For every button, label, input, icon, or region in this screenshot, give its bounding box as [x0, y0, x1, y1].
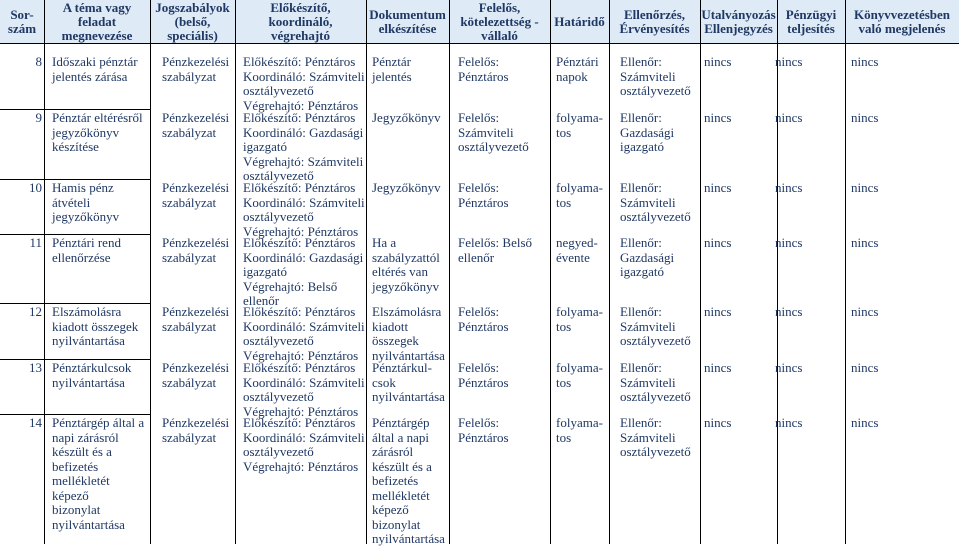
- column-divider: [44, 0, 45, 544]
- header-hatarido: Határidő: [554, 13, 605, 29]
- cell-jog: Pénzkezelési szabályzat: [162, 415, 230, 445]
- table-header: [0, 0, 959, 44]
- cell-fel: Felelős: Pénztáros: [458, 180, 509, 210]
- cell-ell: Ellenőr: Számviteli osztályvezető: [620, 180, 691, 224]
- cell-tema: Időszaki pénztár jelentés zárása: [52, 54, 138, 84]
- cell-jog: Pénzkezelési szabályzat: [162, 360, 230, 390]
- cell-fel: Felelős: Pénztáros: [458, 54, 509, 84]
- cell-tema: Pénztári rend ellenőrzése: [52, 235, 121, 265]
- cell-tema: Elszámolásra kiadott összegek nyilvántartása: [52, 304, 139, 348]
- cell-ell: Ellenőr: Számviteli osztályvezető: [620, 54, 691, 98]
- cell-penz: nincs: [775, 235, 803, 250]
- cell-dok: Elszámolásra kiadott összegek nyilvántartása: [372, 304, 445, 363]
- cell-penz: nincs: [775, 415, 803, 430]
- cell-penz: nincs: [775, 54, 803, 69]
- cell-elo: Előkészítő: Pénztáros Koordináló: Számviteli osztályvezető Végrehajtó: Pénztáros: [243, 180, 365, 239]
- cell-utal: nincs: [704, 304, 732, 319]
- header-sorszam: Sor- szám: [7, 6, 37, 36]
- cell-ell: Ellenőr: Gazdasági igazgató: [620, 235, 675, 279]
- header-utalvanyozas: Utalványozás Ellenjegyzés: [701, 6, 776, 36]
- cell-elo: Előkészítő: Pénztáros Koordináló: Számviteli osztályvezető Végrehajtó: Pénztáros: [243, 304, 365, 363]
- cell-dok: Pénztárgép által a napi zárásról készült és a befizetés mellékletét képező bizonylat nyilvántartása: [372, 415, 445, 546]
- cell-num: 14: [29, 415, 42, 430]
- cell-num: 8: [35, 54, 42, 69]
- cell-hat: Pénztári napok: [556, 54, 599, 84]
- cell-tema: Pénztár eltérésről jegyzőkönyv készítése: [52, 110, 143, 154]
- cell-fel: Felelős: Pénztáros: [458, 304, 509, 334]
- cell-hat: folyama- tos: [556, 110, 603, 140]
- cell-ell: Ellenőr: Gazdasági igazgató: [620, 110, 675, 154]
- cell-penz: nincs: [775, 304, 803, 319]
- cell-konyv: nincs: [851, 235, 879, 250]
- cell-dok: Jegyzőkönyv: [372, 110, 441, 125]
- cell-ell: Ellenőr: Számviteli osztályvezető: [620, 304, 691, 348]
- cell-dok: Ha a szabályzattól eltérés van jegyzőkönyv: [372, 235, 440, 294]
- header-dokumentum: Dokumentum elkészítése: [369, 6, 446, 36]
- cell-konyv: nincs: [851, 415, 879, 430]
- cell-fel: Felelős: Számviteli osztályvezető: [458, 110, 529, 154]
- cell-utal: nincs: [704, 235, 732, 250]
- cell-hat: folyama- tos: [556, 180, 603, 210]
- cell-konyv: nincs: [851, 360, 879, 375]
- cell-hat: negyed- évente: [556, 235, 598, 265]
- column-divider: [609, 0, 610, 544]
- header-ellenorzes: Ellenőrzés, Érvényesítés: [619, 6, 690, 36]
- cell-elo: Előkészítő: Pénztáros Koordináló: Számviteli osztályvezető Végrehajtó: Pénztáros: [243, 360, 365, 419]
- header-elokeszito: Előkészítő, koordináló, végrehajtó: [268, 0, 333, 43]
- cell-hat: folyama- tos: [556, 304, 603, 334]
- cell-jog: Pénzkezelési szabályzat: [162, 180, 230, 210]
- cell-utal: nincs: [704, 180, 732, 195]
- cell-elo: Előkészítő: Pénztáros Koordináló: Számviteli osztályvezető Végrehajtó: Pénztáros: [243, 54, 365, 113]
- cell-utal: nincs: [704, 360, 732, 375]
- cell-utal: nincs: [704, 110, 732, 125]
- cell-dok: Pénztár jelentés: [372, 54, 412, 84]
- cell-elo: Előkészítő: Pénztáros Koordináló: Gazdasági igazgató Végrehajtó: Belső ellenőr: [243, 235, 364, 308]
- cell-konyv: nincs: [851, 110, 879, 125]
- cell-konyv: nincs: [851, 54, 879, 69]
- cell-hat: folyama- tos: [556, 415, 603, 445]
- cell-konyv: nincs: [851, 304, 879, 319]
- cell-jog: Pénzkezelési szabályzat: [162, 110, 230, 140]
- cell-ell: Ellenőr: Számviteli osztályvezető: [620, 415, 691, 459]
- cell-jog: Pénzkezelési szabályzat: [162, 235, 230, 265]
- cell-jog: Pénzkezelési szabályzat: [162, 54, 230, 84]
- cell-tema: Pénztárkulcsok nyilvántartása: [52, 360, 132, 390]
- cell-dok: Pénztárkul- csok nyilvántartása: [372, 360, 445, 404]
- column-divider: [366, 0, 367, 544]
- column-divider: [449, 0, 450, 544]
- cell-jog: Pénzkezelési szabályzat: [162, 304, 230, 334]
- cell-elo: Előkészítő: Pénztáros Koordináló: Gazdasági igazgató Végrehajtó: Számviteli osztályvezető: [243, 110, 364, 183]
- header-konyvelesben: Könyvvezetésben való megjelenés: [853, 6, 951, 36]
- cell-tema: Pénztárgép által a napi zárásról készült és a befizetés mellékletét képező bizonylat nyilvántartása: [52, 415, 145, 532]
- column-divider: [845, 0, 846, 544]
- column-divider: [700, 0, 701, 544]
- cell-hat: folyama- tos: [556, 360, 603, 390]
- cell-num: 12: [29, 304, 42, 319]
- column-divider: [550, 0, 551, 544]
- cell-num: 10: [29, 180, 42, 195]
- header-felelos: Felelős, kötelezettség - vállaló: [460, 0, 539, 43]
- header-jogszabalyok: Jogszabályok (belső, speciális): [155, 0, 230, 43]
- cell-tema: Hamis pénz átvételi jegyzőkönyv: [52, 180, 120, 224]
- header-penzugyi: Pénzügyi teljesítés: [785, 6, 837, 36]
- cell-elo: Előkészítő: Pénztáros Koordináló: Számviteli osztályvezető Végrehajtó: Pénztáros: [243, 415, 365, 474]
- cell-fel: Felelős: Pénztáros: [458, 415, 509, 445]
- cell-penz: nincs: [775, 360, 803, 375]
- cell-num: 11: [29, 235, 42, 250]
- cell-konyv: nincs: [851, 180, 879, 195]
- column-divider: [150, 0, 151, 544]
- cell-num: 13: [29, 360, 42, 375]
- cell-penz: nincs: [775, 180, 803, 195]
- column-divider: [235, 0, 236, 544]
- cell-fel: Felelős: Belső ellenőr: [458, 235, 533, 265]
- cell-utal: nincs: [704, 54, 732, 69]
- cell-utal: nincs: [704, 415, 732, 430]
- cell-penz: nincs: [775, 110, 803, 125]
- cell-fel: Felelős: Pénztáros: [458, 360, 509, 390]
- header-tema: A téma vagy feladat megnevezése: [61, 0, 133, 43]
- column-divider: [777, 0, 778, 544]
- cell-num: 9: [35, 110, 42, 125]
- cell-ell: Ellenőr: Számviteli osztályvezető: [620, 360, 691, 404]
- cell-dok: Jegyzőkönyv: [372, 180, 441, 195]
